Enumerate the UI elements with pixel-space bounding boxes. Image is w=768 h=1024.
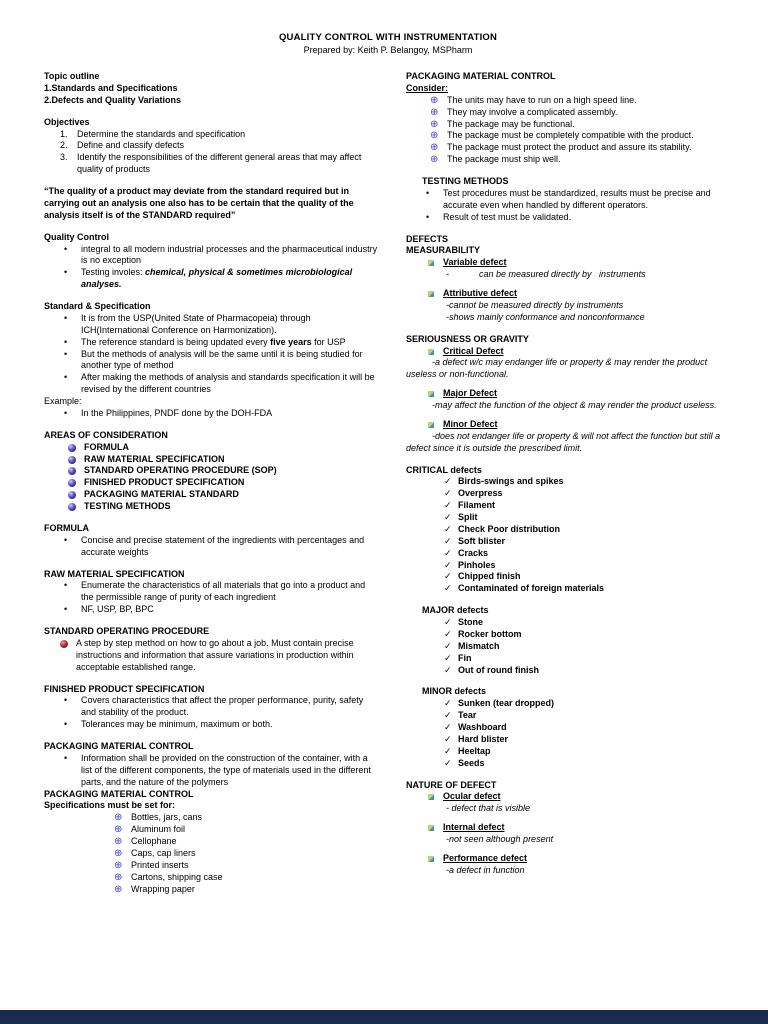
bullet-icon: • — [64, 719, 68, 730]
list-item — [64, 604, 378, 616]
check-icon: ✓ — [444, 617, 452, 627]
section-quote — [44, 186, 378, 222]
section-major-defects — [406, 605, 730, 676]
defect-description: -not seen although present — [446, 834, 554, 844]
list-item-text: Overpress — [458, 488, 503, 499]
heading-areas-of-consideration: AREAS OF CONSIDERATION — [44, 429, 168, 440]
sphere-bullet-icon — [68, 444, 76, 452]
list-item-text: Split — [458, 512, 478, 522]
list-item — [64, 244, 378, 268]
defect-term: Major Defect — [443, 388, 498, 399]
bullet-icon: • — [426, 211, 430, 222]
list-item — [64, 695, 378, 719]
phi-bullet-icon: ⊕ — [114, 871, 123, 883]
section-topic-outline — [44, 71, 378, 107]
heading-seriousness: SERIOUSNESS OR GRAVITY — [406, 333, 529, 344]
phi-bullet-icon: ⊕ — [114, 847, 123, 859]
list-item-text: Seeds — [458, 757, 485, 768]
list-item — [444, 617, 730, 629]
defect-term: Internal defect — [443, 822, 505, 833]
seriousness-list — [406, 346, 730, 358]
heading-critical-defects: CRITICAL defects — [406, 464, 482, 475]
defect-term: Attributive defect — [443, 288, 518, 298]
list-item-text: FORMULA — [84, 441, 129, 452]
check-icon: ✓ — [444, 664, 452, 675]
bullet-icon: • — [64, 695, 68, 706]
check-icon: ✓ — [444, 710, 452, 721]
list-item-text: In the Philippines, PNDF done by the DOH-FDA — [81, 407, 273, 418]
defect-description: -a defect in function — [446, 864, 525, 875]
section-standard-specification — [44, 301, 378, 420]
list-item-text: After making the methods of analysis and standards specification it will be revised by the different countries — [81, 372, 375, 395]
list-item — [64, 753, 378, 789]
list-item-text: Check Poor distribution — [458, 523, 561, 534]
bullet-icon: • — [426, 187, 430, 198]
section-packaging-consider — [406, 71, 730, 166]
heading-standard-specification: Standard & Specification — [44, 301, 151, 311]
heading-sop: STANDARD OPERATING PROCEDURE — [44, 626, 210, 636]
square-bullet-icon — [428, 422, 434, 428]
list-item-text: It is from the USP(United State of Pharmacopeia) through ICH(International Conference on Harmonization). — [81, 312, 311, 335]
list-item — [114, 848, 378, 860]
list-item — [64, 719, 378, 731]
list-item-text: They may involve a complicated assembly. — [447, 106, 618, 117]
list-item — [444, 560, 730, 572]
bullet-icon: • — [64, 534, 68, 545]
bullet-icon: • — [64, 407, 68, 418]
list-item — [428, 822, 730, 834]
list-number: 2. — [60, 140, 68, 151]
nature-list — [406, 791, 730, 803]
defect-description: - defect that is visible — [446, 803, 531, 814]
list-item-text: A step by step method on how to go about a job. Must contain precise instructions and information that assure variations in production within acceptable established range. — [76, 637, 354, 672]
list-number: 1. — [60, 128, 68, 139]
list-item-text: Determine the standards and specification — [77, 128, 246, 139]
list-item-text: But the methods of analysis will be the same until it is being studied for another type of method — [81, 348, 363, 371]
text-plain: Testing involes: — [81, 267, 146, 278]
heading-formula: FORMULA — [44, 522, 89, 533]
heading-packaging-consider: PACKAGING MATERIAL CONTROL — [406, 71, 556, 81]
list-item — [428, 346, 730, 358]
defect-description: -does not endanger life or property & will not affect the function but still a defect since it is outside the prescribed limit. — [406, 430, 721, 453]
heading-minor-defects: MINOR defects — [422, 686, 487, 697]
section-packaging-control-1 — [44, 741, 378, 789]
heading-packaging-control-1: PACKAGING MATERIAL CONTROL — [44, 741, 194, 751]
list-item — [64, 408, 378, 420]
subheading-consider: Consider: — [406, 82, 449, 93]
finished-product-list — [44, 695, 378, 731]
quote-paragraph: “The quality of a product may deviate from the standard required but in carrying out an analysis one also has to be certain that the quality of the analysis itself is of the STANDARD required” — [44, 186, 354, 220]
list-item — [64, 267, 378, 291]
list-item-text: Enumerate the characteristics of all materials that go into a product and the permissible range of purity of each ingredient — [81, 580, 366, 603]
sphere-bullet-icon — [68, 479, 76, 487]
section-testing-methods — [406, 176, 730, 224]
list-item — [60, 152, 378, 176]
list-item — [444, 653, 730, 665]
section-raw-material — [44, 569, 378, 617]
defect-term: Ocular defect — [443, 791, 501, 802]
critical-defects-list — [406, 476, 730, 595]
list-item-text: Tear — [458, 710, 477, 721]
phi-bullet-icon: ⊕ — [114, 812, 123, 824]
list-item — [68, 465, 378, 477]
title-block — [44, 32, 732, 55]
list-item — [60, 140, 378, 152]
list-item-text: Covers characteristics that affect the proper performance, purity, safety and stability of the product. — [81, 695, 364, 718]
section-finished-product — [44, 684, 378, 732]
list-item — [426, 212, 730, 224]
heading-raw-material: RAW MATERIAL SPECIFICATION — [44, 568, 185, 579]
areas-list — [44, 442, 378, 513]
list-item-text: Chipped finish — [458, 571, 521, 582]
list-item — [428, 257, 730, 269]
list-item-text: NF, USP, BP, BPC — [81, 604, 154, 615]
bullet-icon: • — [64, 336, 68, 347]
list-item-text: Heeltap — [458, 745, 491, 756]
major-defects-list — [406, 617, 730, 676]
topic-outline-line-1: 1.Standards and Specifications — [44, 82, 178, 93]
list-item-text — [81, 267, 378, 291]
heading-measurability: MEASURABILITY — [406, 245, 480, 256]
square-bullet-icon — [428, 825, 434, 831]
list-item-text: Stone — [458, 617, 484, 627]
document-title: QUALITY CONTROL WITH INSTRUMENTATION — [278, 32, 498, 43]
page-footer-bar — [0, 1010, 768, 1024]
list-item-text: Sunken (tear dropped) — [458, 698, 555, 709]
check-icon: ✓ — [444, 523, 452, 534]
section-defects-measurability — [406, 234, 730, 324]
check-icon: ✓ — [444, 745, 452, 756]
check-icon: ✓ — [444, 583, 452, 594]
measurability-list — [406, 257, 730, 269]
list-item — [430, 107, 730, 119]
defect-description: -a defect w/c may endanger life or property & may render the product useless or non-functional. — [406, 357, 708, 380]
phi-bullet-icon: ⊕ — [430, 142, 439, 154]
list-item-text: Mismatch — [458, 640, 500, 651]
list-item — [444, 476, 730, 488]
seriousness-list — [406, 388, 730, 400]
document-subtitle: Prepared by: Keith P. Belangoy, MSPharm — [303, 45, 473, 55]
list-item — [428, 419, 730, 431]
list-item-text: Result of test must be validated. — [443, 211, 572, 222]
heading-quality-control: Quality Control — [44, 231, 109, 242]
consider-list — [406, 95, 730, 166]
check-icon: ✓ — [444, 488, 452, 499]
list-item-text: Wrapping paper — [131, 883, 195, 894]
heading-nature-of-defect: NATURE OF DEFECT — [406, 779, 497, 790]
phi-bullet-icon: ⊕ — [114, 824, 123, 836]
check-icon: ✓ — [444, 722, 452, 732]
list-item — [444, 536, 730, 548]
list-item — [430, 130, 730, 142]
list-item — [428, 288, 730, 300]
defect-term: Performance defect — [443, 852, 528, 863]
list-item-text: Printed inserts — [131, 859, 189, 870]
list-item — [444, 734, 730, 746]
list-item — [444, 665, 730, 677]
list-item — [68, 501, 378, 513]
section-quality-control — [44, 232, 378, 291]
list-item — [444, 583, 730, 595]
standard-specification-list — [44, 313, 378, 396]
list-item-text: Test procedures must be standardized, results must be precise and accurate even when handled by different operators. — [443, 187, 711, 210]
packaging-control-1-list — [44, 753, 378, 789]
section-nature-of-defect — [406, 780, 730, 877]
heading-packaging-control-2: PACKAGING MATERIAL CONTROL — [44, 788, 194, 799]
list-item-text: Rocker bottom — [458, 628, 522, 639]
section-objectives — [44, 117, 378, 176]
section-critical-defects — [406, 465, 730, 596]
list-number: 3. — [60, 152, 68, 163]
list-item — [68, 489, 378, 501]
list-item-text: The package must be completely compatible with the product. — [447, 130, 694, 141]
example-list — [44, 408, 378, 420]
square-bullet-icon — [428, 391, 434, 397]
testing-methods-list — [406, 188, 730, 224]
list-item — [430, 142, 730, 154]
list-item — [444, 641, 730, 653]
subheading-specifications: Specifications must be set for: — [44, 800, 176, 811]
list-item-text — [81, 337, 378, 349]
list-item-text: Cellophane — [131, 836, 177, 846]
list-item — [64, 535, 378, 559]
list-item-text: Soft blister — [458, 535, 506, 546]
list-item-text: Define and classify defects — [77, 140, 185, 151]
list-item — [444, 758, 730, 770]
list-item — [444, 500, 730, 512]
defect-description: -may affect the function of the object & may render the product useless. — [432, 400, 717, 410]
list-item-text: Cartons, shipping case — [131, 871, 223, 882]
defect-term: Critical Defect — [443, 345, 504, 356]
list-item — [444, 710, 730, 722]
list-item — [64, 349, 378, 373]
list-item — [60, 129, 378, 141]
check-icon: ✓ — [444, 500, 452, 511]
heading-testing-methods: TESTING METHODS — [422, 176, 509, 186]
check-icon: ✓ — [444, 571, 452, 582]
list-item-text: TESTING METHODS — [84, 501, 171, 511]
list-item-text: The units may have to run on a high speed line. — [447, 94, 637, 105]
square-bullet-icon — [428, 856, 434, 862]
list-item — [444, 571, 730, 583]
bullet-icon: • — [64, 752, 68, 763]
defect-description: - can be measured directly by instruments — [446, 269, 646, 280]
list-item-text: The package may be functional. — [447, 118, 575, 129]
list-item — [68, 477, 378, 489]
list-item-text: Caps, cap liners — [131, 847, 196, 858]
list-item-text: Cracks — [458, 547, 489, 558]
list-item — [64, 580, 378, 604]
sphere-bullet-icon — [68, 491, 76, 499]
phi-bullet-icon: ⊕ — [114, 859, 123, 871]
list-item-text: Washboard — [458, 722, 507, 732]
phi-bullet-icon: ⊕ — [114, 836, 123, 847]
check-icon: ✓ — [444, 757, 452, 768]
check-icon: ✓ — [444, 547, 452, 558]
minor-defects-list — [406, 698, 730, 769]
list-item — [444, 629, 730, 641]
heading-major-defects: MAJOR defects — [422, 605, 489, 616]
list-item-text: Birds-swings and spikes — [458, 476, 564, 487]
list-item — [64, 337, 378, 349]
nature-list — [406, 853, 730, 865]
example-label: Example: — [44, 396, 82, 406]
list-item — [64, 372, 378, 396]
list-item — [444, 548, 730, 560]
check-icon: ✓ — [444, 559, 452, 570]
bullet-icon: • — [64, 312, 68, 323]
list-item-text: Bottles, jars, cans — [131, 812, 203, 823]
list-item — [114, 824, 378, 836]
left-column — [44, 71, 378, 895]
sphere-bullet-icon — [68, 503, 76, 511]
list-item-text: Concise and precise statement of the ingredients with percentages and accurate weights — [81, 534, 365, 557]
defect-description: -cannot be measured directly by instruments — [446, 299, 624, 310]
two-column-layout — [44, 71, 732, 895]
specifications-list — [44, 812, 378, 895]
section-areas-of-consideration — [44, 430, 378, 513]
list-item — [64, 313, 378, 337]
list-item — [114, 860, 378, 872]
quality-control-list — [44, 244, 378, 292]
list-item-text: Filament — [458, 500, 496, 511]
section-formula — [44, 523, 378, 559]
phi-bullet-icon: ⊕ — [114, 883, 123, 895]
list-item-text: Fin — [458, 652, 472, 663]
list-item-text: The package must ship well. — [447, 154, 561, 165]
list-item — [428, 791, 730, 803]
text-plain: The reference standard is being updated every — [81, 336, 271, 347]
bullet-icon: • — [64, 372, 68, 383]
heading-objectives: Objectives — [44, 116, 90, 127]
heading-finished-product: FINISHED PRODUCT SPECIFICATION — [44, 683, 205, 694]
list-item — [430, 154, 730, 166]
sphere-bullet-icon — [68, 467, 76, 475]
list-item — [444, 512, 730, 524]
square-bullet-icon — [428, 349, 434, 355]
text-emphasis: chemical, physical & sometimes microbiological analyses. — [81, 267, 353, 290]
section-seriousness — [406, 334, 730, 455]
list-item-text: Hard blister — [458, 733, 509, 744]
heading-topic-outline: Topic outline — [44, 71, 100, 81]
text-plain: for USP — [311, 336, 346, 347]
sphere-bullet-icon — [68, 456, 76, 464]
nature-list — [406, 822, 730, 834]
check-icon: ✓ — [444, 733, 452, 744]
seriousness-list — [406, 419, 730, 431]
bullet-icon: • — [64, 243, 68, 254]
list-item-text: integral to all modern industrial processes and the pharmaceutical industry is no exception — [81, 243, 378, 266]
list-item — [60, 638, 378, 674]
list-item — [428, 388, 730, 400]
phi-bullet-icon: ⊕ — [430, 94, 439, 106]
list-item — [444, 488, 730, 500]
list-item-text: RAW MATERIAL SPECIFICATION — [84, 453, 225, 464]
list-item — [114, 872, 378, 884]
list-item — [114, 812, 378, 824]
list-item — [68, 442, 378, 454]
list-item — [430, 119, 730, 131]
list-item-text: Pinholes — [458, 559, 496, 570]
list-item-text: Identify the responsibilities of the different general areas that may affect quality of products — [77, 152, 362, 175]
check-icon: ✓ — [444, 512, 452, 522]
bullet-icon: • — [64, 267, 68, 278]
phi-bullet-icon: ⊕ — [430, 130, 439, 142]
list-item-text: Tolerances may be minimum, maximum or both. — [81, 719, 273, 730]
square-bullet-icon — [428, 291, 434, 297]
list-item — [428, 853, 730, 865]
check-icon: ✓ — [444, 640, 452, 651]
check-icon: ✓ — [444, 628, 452, 639]
right-column — [406, 71, 730, 895]
phi-bullet-icon: ⊕ — [430, 106, 439, 118]
sop-list — [44, 638, 378, 674]
list-item-text: The package must protect the product and assure its stability. — [447, 142, 692, 153]
list-item-text: Information shall be provided on the construction of the container, with a list of the different components, the type of materials used in the different parts, and the nature of the polymers — [81, 752, 371, 787]
list-item-text: Aluminum foil — [131, 824, 186, 835]
section-sop — [44, 626, 378, 674]
list-item — [444, 722, 730, 734]
defect-description: -shows mainly conformance and nonconformance — [446, 311, 645, 322]
measurability-list — [406, 288, 730, 300]
list-item-text: Contaminated of foreign materials — [458, 583, 605, 594]
list-item-text: STANDARD OPERATING PROCEDURE (SOP) — [84, 465, 277, 476]
raw-material-list — [44, 580, 378, 616]
defect-term: Minor Defect — [443, 418, 498, 429]
list-item — [68, 454, 378, 466]
list-item-text: Out of round finish — [458, 664, 539, 675]
list-item — [114, 836, 378, 848]
check-icon: ✓ — [444, 698, 452, 709]
list-item-text: FINISHED PRODUCT SPECIFICATION — [84, 477, 245, 488]
square-bullet-icon — [428, 794, 434, 800]
section-minor-defects — [406, 686, 730, 769]
square-bullet-icon — [428, 260, 434, 266]
topic-outline-line-2: 2.Defects and Quality Variations — [44, 94, 182, 105]
list-item — [444, 746, 730, 758]
list-item — [444, 698, 730, 710]
bullet-icon: • — [64, 580, 68, 591]
phi-bullet-icon: ⊕ — [430, 118, 439, 130]
list-item-text: PACKAGING MATERIAL STANDARD — [84, 489, 239, 500]
bullet-icon: • — [64, 604, 68, 615]
section-packaging-control-2 — [44, 789, 378, 896]
text-bold: five years — [270, 336, 312, 347]
heading-defects: DEFECTS — [406, 233, 449, 244]
formula-list — [44, 535, 378, 559]
list-item — [430, 95, 730, 107]
defect-term: Variable defect — [443, 257, 507, 268]
list-item — [426, 188, 730, 212]
check-icon: ✓ — [444, 535, 452, 546]
phi-bullet-icon: ⊕ — [430, 154, 439, 166]
check-icon: ✓ — [444, 476, 452, 487]
bullet-icon: • — [64, 348, 68, 359]
list-item — [114, 884, 378, 896]
sphere-bullet-icon — [60, 640, 68, 648]
check-icon: ✓ — [444, 652, 452, 663]
list-item — [444, 524, 730, 536]
objectives-list — [44, 129, 378, 177]
